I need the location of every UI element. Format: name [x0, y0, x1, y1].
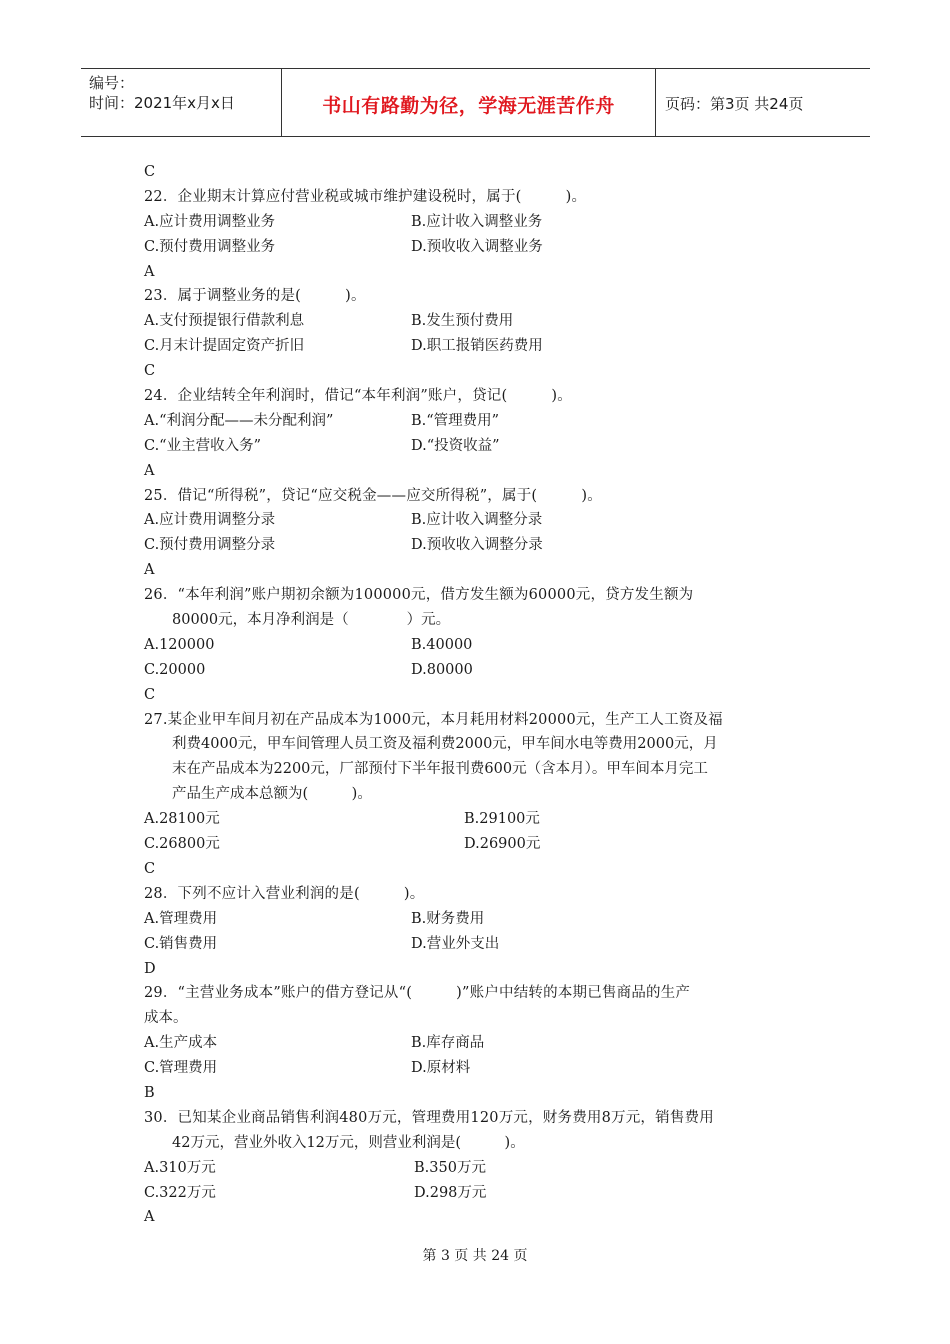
option-right: D.预收收入调整分录	[411, 537, 543, 554]
option-right: B.财务费用	[411, 910, 485, 927]
option-row	[144, 533, 824, 558]
option-right: D.预收收入调整业务	[411, 238, 543, 255]
question-text: 28．下列不应计入营业利润的是( )。	[144, 885, 425, 902]
option-row	[144, 334, 824, 359]
answer-key: A	[144, 562, 155, 579]
option-right: D.职工报销医药费用	[411, 338, 543, 355]
answer-key: D	[144, 960, 156, 977]
option-right: B.40000	[411, 636, 473, 653]
question-text: 27.某企业甲车间月初在产品成本为1000元，本月耗用材料20000元，生产工人工资及福	[144, 711, 723, 728]
option-row	[144, 235, 824, 260]
answer-key: C	[144, 363, 156, 380]
option-row	[144, 1156, 824, 1181]
answer-key: A	[144, 462, 155, 479]
option-right: B.29100元	[464, 811, 540, 828]
option-row	[144, 1031, 824, 1056]
option-left: C.26800元	[144, 836, 220, 853]
option-left: A.管理费用	[144, 910, 218, 927]
answer-key: C	[144, 164, 156, 180]
option-row	[144, 210, 824, 235]
header-meta-cell	[81, 69, 281, 136]
option-left: C.20000	[144, 661, 206, 678]
option-right: B.“管理费用”	[411, 412, 500, 429]
option-left: C.管理费用	[144, 1060, 218, 1077]
question-text: 25．借记“所得税”，贷记“应交税金——应交所得税”，属于( )。	[144, 487, 602, 504]
answer-key: A	[144, 1209, 155, 1226]
option-row	[144, 434, 824, 459]
option-left: A.生产成本	[144, 1035, 218, 1052]
option-left: A.120000	[144, 636, 215, 653]
option-left: C.预付费用调整业务	[144, 238, 276, 255]
option-right: D.80000	[411, 661, 473, 678]
document-time-label: 时间：2021年x月x日	[89, 94, 235, 112]
question-list	[144, 160, 824, 1230]
question-continuation: 利费4000元，甲车间管理人员工资及福利费2000元，甲车间水电等费用2000元，月	[172, 736, 718, 753]
question-continuation: 42万元，营业外收入12万元，则营业利润是( )。	[172, 1134, 525, 1151]
option-right: B.应计收入调整分录	[411, 512, 543, 529]
option-left: C.预付费用调整分录	[144, 537, 276, 554]
option-left: A.应计费用调整分录	[144, 512, 276, 529]
option-row	[144, 658, 824, 683]
option-row	[144, 907, 824, 932]
option-right: B.应计收入调整业务	[411, 213, 543, 230]
question-continuation: 末在产品成本为2200元，厂部预付下半年报刊费600元（含本月）。甲车间本月完工	[172, 761, 708, 778]
option-left: C.月末计提固定资产折旧	[144, 338, 305, 355]
option-right: B.350万元	[414, 1159, 486, 1176]
question-text: 30．已知某企业商品销售利润480万元，管理费用120万元，财务费用8万元，销售费用	[144, 1109, 714, 1126]
question-text: 26．“本年利润”账户期初余额为100000元，借方发生额为60000元，贷方发生额为	[144, 587, 694, 604]
answer-key: B	[144, 1084, 155, 1101]
option-right: B.发生预付费用	[411, 313, 514, 330]
option-right: D.298万元	[414, 1184, 487, 1201]
question-text: 22．企业期末计算应付营业税或城市维护建设税时，属于( )。	[144, 188, 587, 205]
option-left: C.销售费用	[144, 935, 218, 952]
header-motto-cell	[281, 69, 656, 136]
question-continuation: 80000元，本月净利润是（ ）元。	[172, 612, 451, 629]
option-left: A.310万元	[144, 1159, 216, 1176]
page-footer: 第 3 页 共 24 页	[422, 1248, 528, 1264]
answer-key: C	[144, 860, 156, 877]
option-row	[144, 1181, 824, 1206]
option-right: D.“投资收益”	[411, 437, 500, 454]
header-page-number: 页码：第3页 共24页	[665, 95, 804, 113]
option-row	[144, 409, 824, 434]
option-right: D.原材料	[411, 1060, 471, 1077]
header-page-cell	[655, 69, 870, 136]
option-left: A.28100元	[144, 811, 220, 828]
question-text: 成本。	[144, 1010, 188, 1027]
answer-key: A	[144, 263, 155, 280]
option-row	[144, 309, 824, 334]
option-row	[144, 932, 824, 957]
option-row	[144, 1056, 824, 1081]
option-row	[144, 633, 824, 658]
question-text: 29．“主营业务成本”账户的借方登记从“( )”账户中结转的本期已售商品的生产	[144, 985, 691, 1002]
question-text: 24．企业结转全年利润时，借记“本年利润”账户，贷记( )。	[144, 388, 572, 405]
option-row	[144, 508, 824, 533]
option-right: D.26900元	[464, 836, 541, 853]
option-left: C.322万元	[144, 1184, 216, 1201]
question-text: 23．属于调整业务的是( )。	[144, 288, 366, 305]
question-continuation: 产品生产成本总额为( )。	[172, 786, 372, 803]
option-row	[144, 807, 824, 832]
option-left: C.“业主营收入务”	[144, 437, 262, 454]
option-right: B.库存商品	[411, 1035, 485, 1052]
option-row	[144, 832, 824, 857]
header-motto: 书山有路勤为径，学海无涯苦作舟	[322, 95, 615, 117]
document-number-label: 编号：	[89, 74, 135, 92]
answer-key: C	[144, 686, 156, 703]
option-left: A.应计费用调整业务	[144, 213, 276, 230]
option-left: A.支付预提银行借款利息	[144, 313, 305, 330]
page-header	[81, 68, 870, 137]
option-left: A.“利润分配——未分配利润”	[144, 412, 334, 429]
option-right: D.营业外支出	[411, 935, 500, 952]
